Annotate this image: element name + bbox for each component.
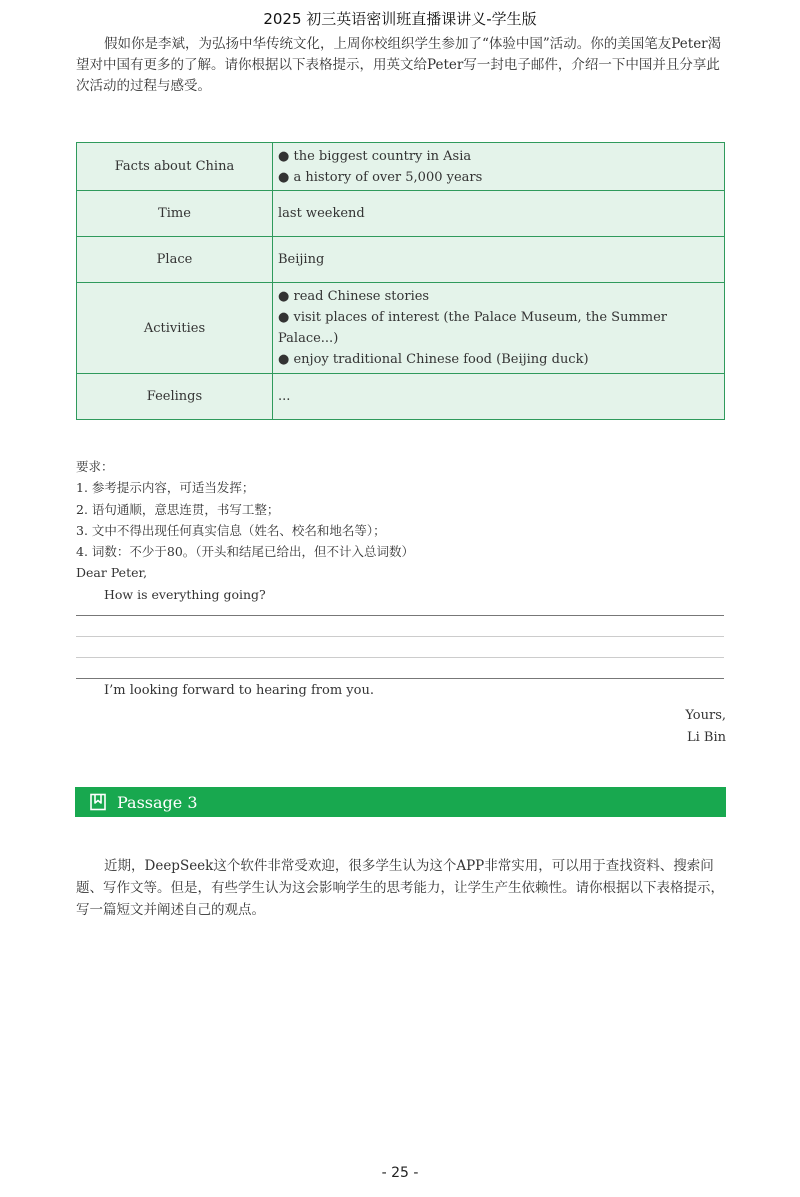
requirement-item: 3. 文中不得出现任何真实信息（姓名、校名和地名等）； — [76, 522, 386, 538]
requirements-heading: 要求： — [76, 459, 114, 474]
signoff-yours: Yours, — [685, 708, 726, 723]
task-instructions: 假如你是李斌，为弘扬中华传统文化，上周你校组织学生参加了“体验中国”活动。你的美国笔友Peter渴望对中国有更多的了解。请你根据以下表格提示，用英文给Peter写一封电子邮件，介绍一下中国并且分享此次活动的过程与感受。 — [76, 36, 722, 94]
passage-instructions: 近期，DeepSeek这个软件非常受欢迎，很多学生认为这个APP非常实用，可以用于查找资料、搜索问题、写作文等。但是，有些学生认为这会影响学生的思考能力，让学生产生依赖性。请你根据以下表格提示，写一篇短文并阐述自己的观点。 — [76, 858, 724, 918]
row-label: Activities — [77, 283, 273, 374]
passage-title: Passage 3 — [117, 792, 198, 812]
requirements-section — [76, 456, 726, 605]
list-item: ● visit places of interest (the Palace Museum, the Summer Palace...) — [278, 310, 668, 346]
letter-closing-line: I’m looking forward to hearing from you. — [104, 683, 374, 698]
passage-header — [75, 787, 726, 817]
row-content — [273, 283, 725, 374]
row-label: Time — [77, 191, 273, 237]
row-content: ... — [273, 374, 725, 420]
row-content: Beijing — [273, 237, 725, 283]
list-item: ● a history of over 5,000 years — [278, 169, 483, 185]
page-number: - 25 - — [381, 1165, 419, 1181]
table-row — [77, 191, 725, 237]
row-label: Feelings — [77, 374, 273, 420]
list-item: ● enjoy traditional Chinese food (Beijing duck) — [278, 352, 589, 367]
bookmark-icon — [89, 793, 107, 811]
writing-line — [76, 657, 724, 658]
list-item: ● read Chinese stories — [278, 289, 430, 304]
requirement-item: 4. 词数：不少于80。（开头和结尾已给出，但不计入总词数） — [76, 544, 415, 560]
writing-line — [76, 636, 724, 637]
table-row — [77, 143, 725, 191]
row-label: Facts about China — [77, 143, 273, 191]
row-content: last weekend — [273, 191, 725, 237]
requirement-item: 1. 参考提示内容，可适当发挥； — [76, 480, 255, 496]
requirement-item: 2. 语句通顺，意思连贯，书写工整； — [76, 501, 280, 517]
table-row — [77, 374, 725, 420]
prompt-table — [76, 142, 725, 420]
writing-line — [76, 615, 724, 616]
letter-opening: How is everything going? — [104, 586, 266, 602]
list-item: ● the biggest country in Asia — [278, 148, 472, 164]
signoff-name: Li Bin — [686, 729, 726, 745]
table-row — [77, 283, 725, 374]
letter-signoff — [685, 705, 726, 748]
writing-line — [76, 678, 724, 679]
letter-greeting: Dear Peter, — [76, 565, 148, 581]
table-row — [77, 237, 725, 283]
row-label: Place — [77, 237, 273, 283]
row-content — [273, 143, 725, 191]
page-title: 2025 初三英语密训班直播课讲义-学生版 — [263, 10, 537, 28]
